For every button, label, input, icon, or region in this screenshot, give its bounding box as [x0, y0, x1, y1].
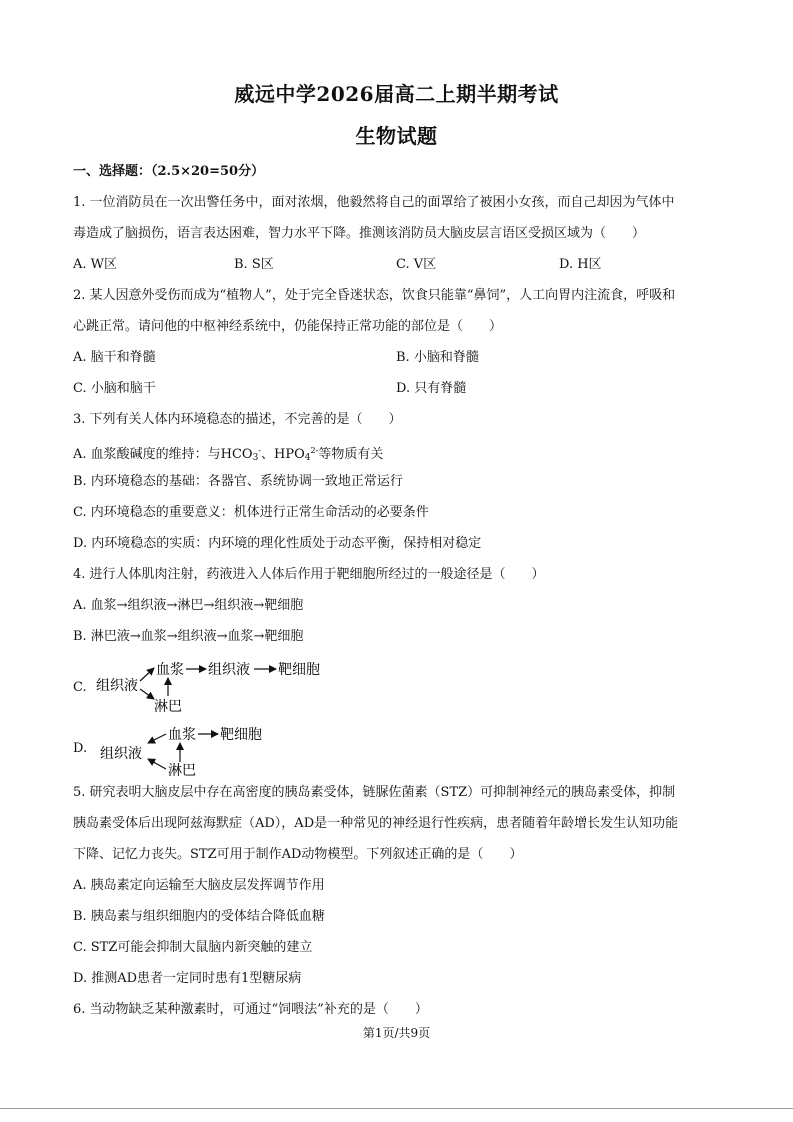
- q4-option-c-diagram: [90, 655, 340, 717]
- q5-option-b: B. 胰岛素与组织细胞内的受体结合降低血糖: [73, 909, 325, 924]
- diagram-d-plasma-label: 血浆: [168, 727, 196, 743]
- exam-subtitle: 生物试题: [355, 124, 438, 148]
- arrow-c-tissue-plasma: [140, 668, 154, 681]
- q3-stem: 3. 下列有关人体内环境稳态的描述，不完善的是（ ）: [73, 412, 402, 427]
- q3-option-b: B. 内环境稳态的基础：各器官、系统协调一致地正常运行: [73, 474, 403, 489]
- q5-stem-line3: 下降、记忆力丧失。STZ可用于制作AD动物模型。下列叙述正确的是（ ）: [73, 847, 523, 862]
- arrow-c-tissue-lymph: [140, 689, 154, 699]
- q2-option-a: A. 脑干和脊髓: [73, 350, 156, 365]
- diagram-c-tissue-label: 组织液: [96, 678, 138, 694]
- q2-option-d: D. 只有脊髓: [396, 381, 467, 396]
- q3-a-sup1: -: [258, 446, 262, 455]
- q2-stem-line1: 2. 某人因意外受伤而成为“植物人”，处于完全昏迷状态，饮食只能靠“鼻饲”，人工向胃内注流食，呼吸和: [73, 288, 676, 303]
- q3-a-text-post: 等物质有关: [318, 447, 384, 462]
- diagram-c-target-label: 靶细胞: [278, 662, 320, 678]
- arrow-d-lymph-tissue: [148, 759, 166, 769]
- section-heading: 一、选择题：（2.5×20=50分）: [73, 164, 265, 179]
- q3-a-text-pre: A. 血浆酸碱度的维持：与HCO: [73, 447, 253, 462]
- q5-option-d: D. 推测AD患者一定同时患有1型糖尿病: [73, 971, 302, 986]
- diagram-c-tissue2-label: 组织液: [208, 662, 250, 678]
- diagram-d-lymph-label: 淋巴: [168, 763, 196, 779]
- q3-option-a: [73, 442, 723, 467]
- q1-option-b: B. S区: [234, 257, 274, 272]
- diagram-d-target-label: 靶细胞: [220, 727, 262, 743]
- q3-a-sub1: 3: [252, 453, 259, 463]
- q3-option-c: C. 内环境稳态的重要意义：机体进行正常生命活动的必要条件: [73, 505, 429, 520]
- q4-option-a: A. 血浆→组织液→淋巴→组织液→靶细胞: [73, 598, 304, 613]
- q5-option-c: C. STZ可能会抑制大鼠脑内新突触的建立: [73, 940, 313, 955]
- q3-a-sub2: 4: [304, 453, 311, 463]
- q2-option-c: C. 小脑和脑干: [73, 381, 156, 396]
- q3-a-text-mid: 、HPO: [261, 447, 305, 462]
- bottom-divider: [0, 1108, 793, 1109]
- q4-option-d-label: D.: [73, 741, 88, 756]
- q2-option-b: B. 小脑和脊髓: [396, 350, 479, 365]
- page-footer: 第1页/共9页: [362, 1026, 431, 1040]
- q3-a-sup2: 2-: [310, 446, 319, 455]
- q5-stem-line2: 胰岛素受体后出现阿兹海默症（AD），AD是一种常见的神经退行性疾病，患者随着年龄增长发生认知功能: [73, 816, 679, 831]
- arrow-d-plasma-tissue: [148, 734, 166, 743]
- q6-stem: 6. 当动物缺乏某种激素时，可通过“饲喂法”补充的是（ ）: [73, 1002, 428, 1017]
- q1-option-d: D. H区: [559, 257, 602, 272]
- q4-option-d-diagram: [90, 718, 280, 780]
- q1-option-c: C. V区: [396, 257, 437, 272]
- exam-title: 威远中学2026届高二上期半期考试: [234, 82, 559, 106]
- q1-stem-line2: 毒造成了脑损伤，语言表达困难，智力水平下降。推测该消防员大脑皮层言语区受损区域为（ ）: [73, 226, 646, 241]
- q2-stem-line2: 心跳正常。请问他的中枢神经系统中，仍能保持正常功能的部位是（ ）: [73, 319, 503, 334]
- diagram-d-tissue-label: 组织液: [100, 746, 142, 762]
- q3-option-d: D. 内环境稳态的实质：内环境的理化性质处于动态平衡，保持相对稳定: [73, 536, 482, 551]
- q4-option-c-label: C.: [73, 680, 87, 695]
- diagram-c-plasma-label: 血浆: [156, 662, 184, 678]
- q1-option-a: A. W区: [73, 257, 118, 272]
- q4-stem: 4. 进行人体肌肉注射，药液进入人体后作用于靶细胞所经过的一般途径是（ ）: [73, 567, 545, 582]
- q1-stem-line1: 1. 一位消防员在一次出警任务中，面对浓烟，他毅然将自己的面罩给了被困小女孩，而自己却因为气体中: [73, 195, 675, 210]
- q4-option-b: B. 淋巴液→血浆→组织液→血浆→靶细胞: [73, 629, 304, 644]
- diagram-c-lymph-label: 淋巴: [154, 699, 182, 715]
- q5-stem-line1: 5. 研究表明大脑皮层中存在高密度的胰岛素受体，链脲佐菌素（STZ）可抑制神经元的胰岛素受体，抑制: [73, 785, 676, 800]
- q5-option-a: A. 胰岛素定向运输至大脑皮层发挥调节作用: [73, 878, 325, 893]
